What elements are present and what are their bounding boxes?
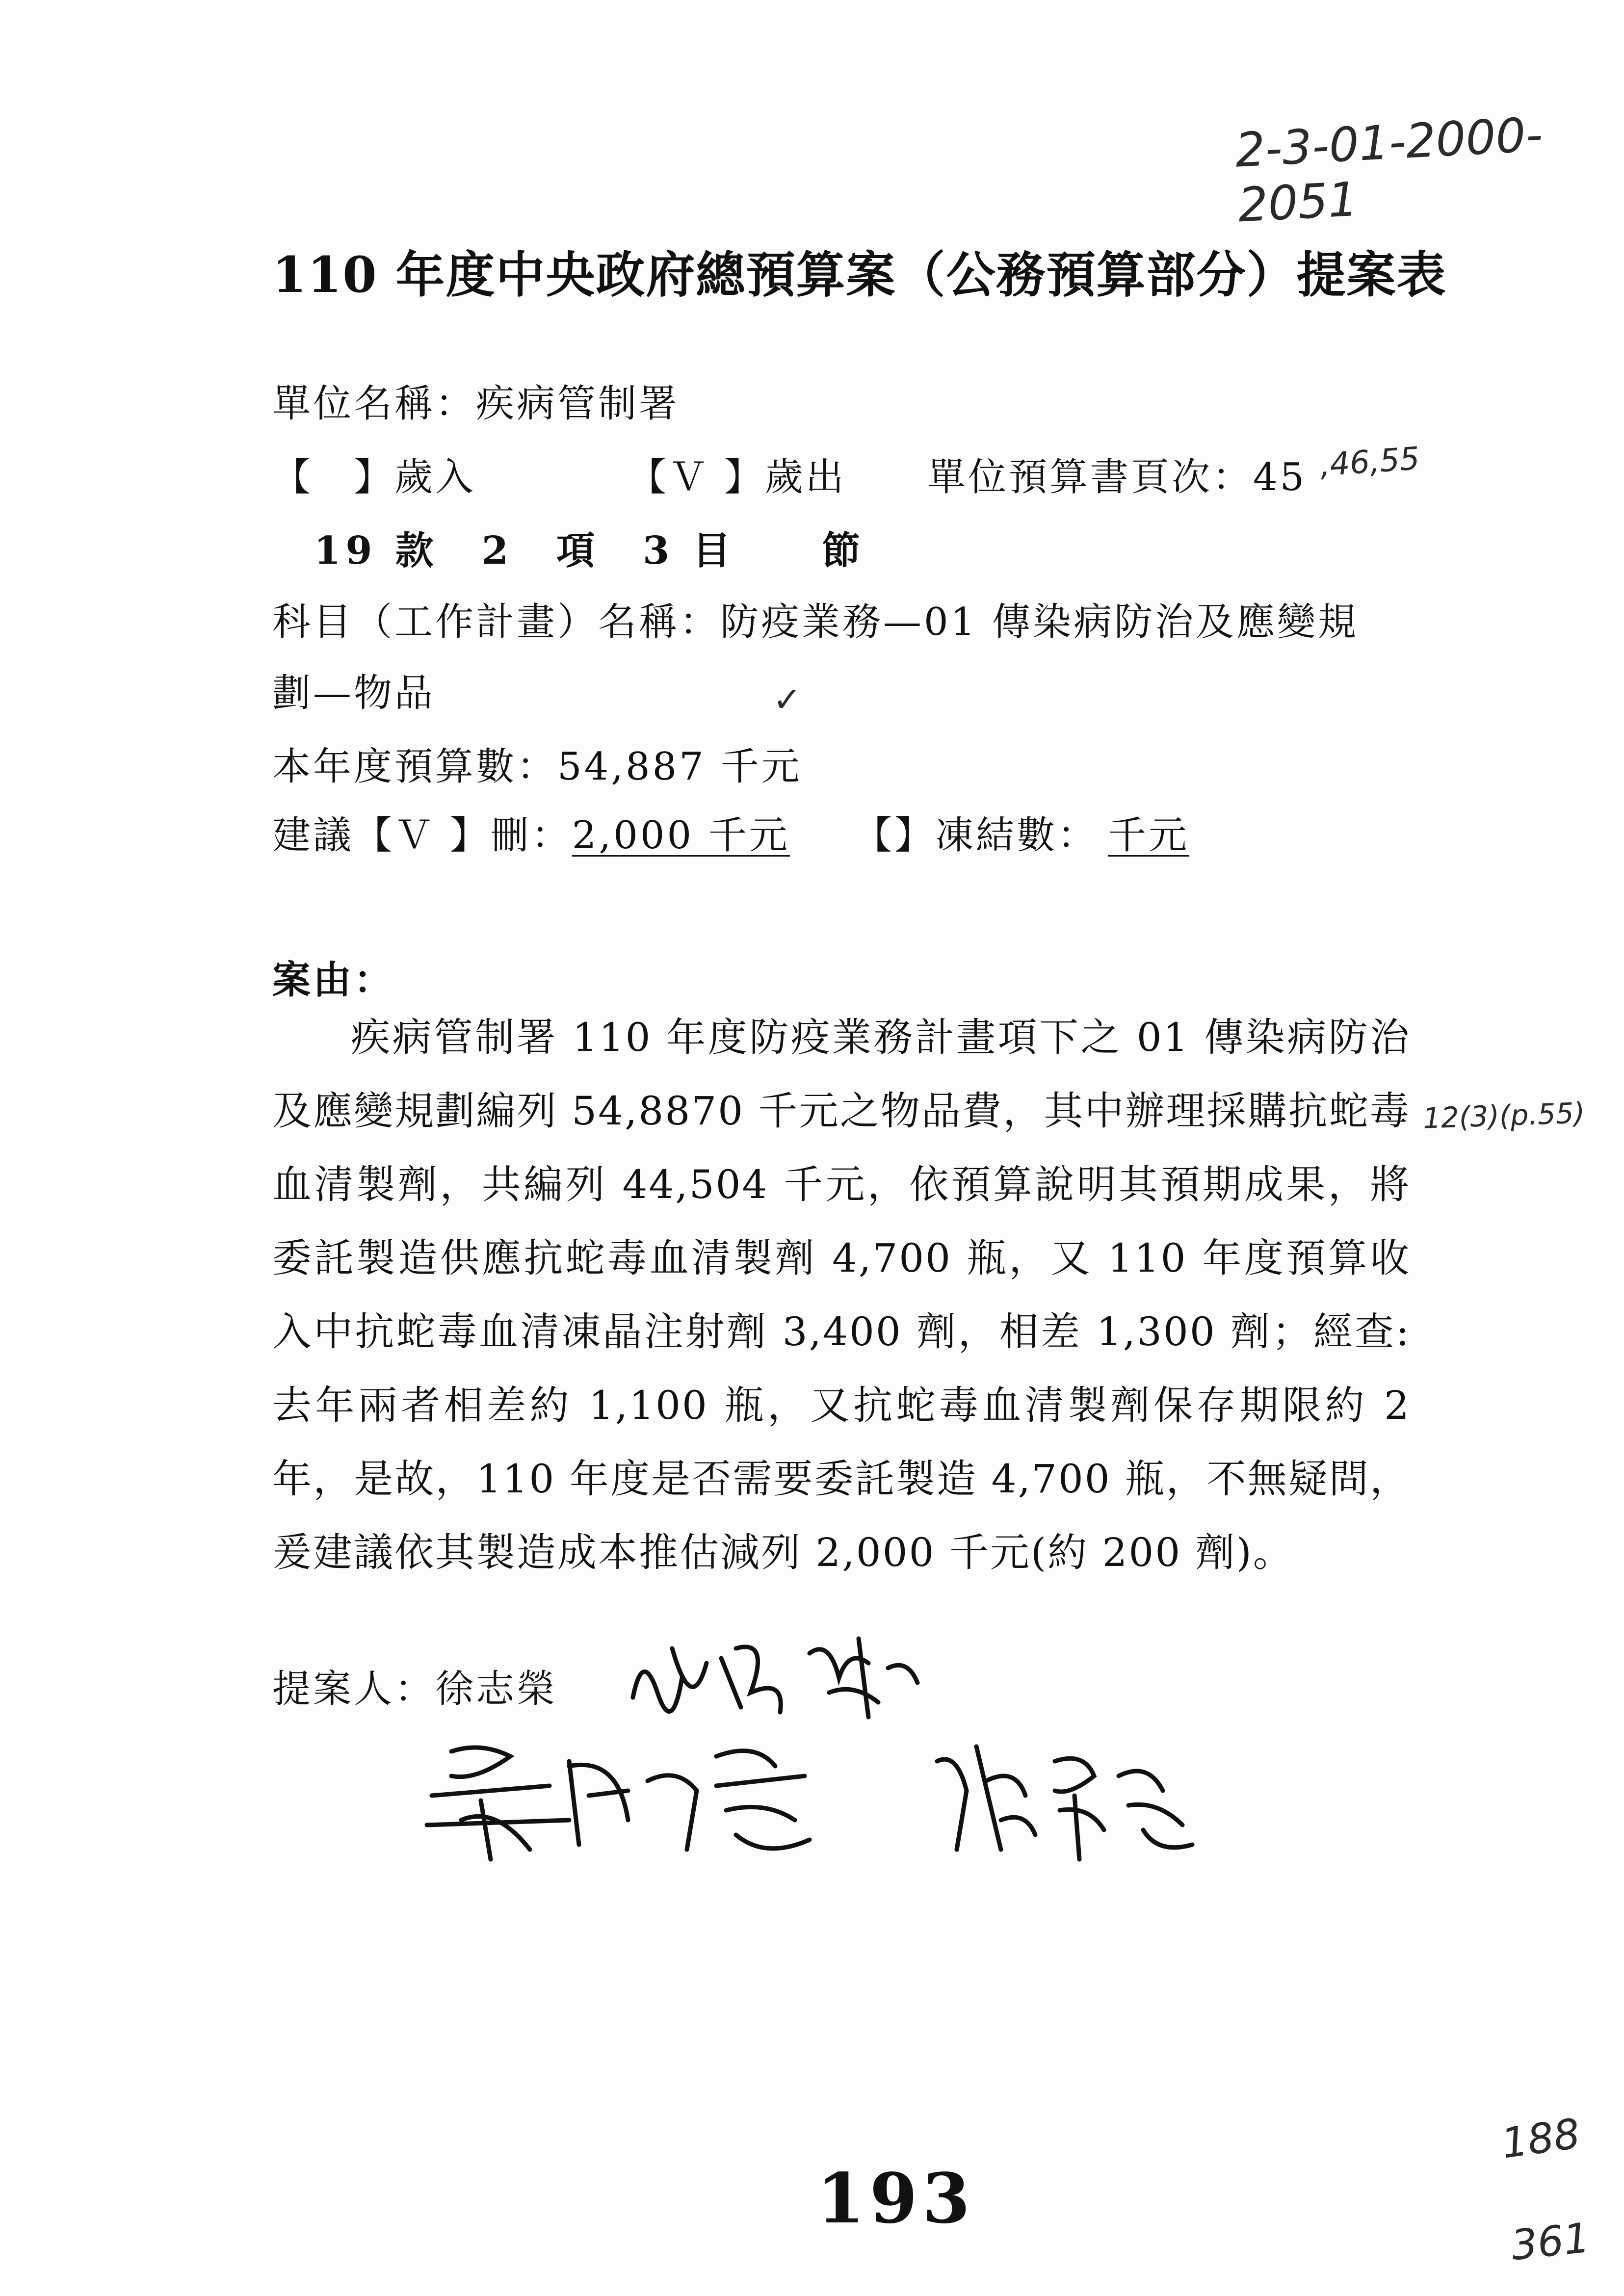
handwritten-page-numbers: ,46,55 (1318, 440, 1421, 484)
handwritten-doc-code: 2-3-01-2000-2051 (1233, 107, 1544, 233)
budget-amount: 本年度預算數：54,887 千元 (272, 745, 802, 789)
freeze-label: 【】凍結數： (854, 813, 1099, 858)
suggest-delete-amount: 2,000 千元 (572, 813, 790, 858)
check-mark-icon: ✓ (773, 679, 802, 720)
subject-line-2: 劃—物品 (272, 671, 436, 715)
margin-note: 12(3)(p.55) (1422, 1096, 1586, 1135)
reason-text: 疾病管制署 110 年度防疫業務計畫項下之 01 傳染病防治及應變規劃編列 54,8870 千元之物品費，其中辦理採購抗蛇毒血清製劑，共編列 44,504 千元，依預算說明其預期成果，將委託製造供應抗蛇毒血清製劑 4,700 瓶，又 110 年度預算收入中抗蛇毒血清凍晶注射劑 3,400 劑，相差 1,300 劑；經查:去年兩者相差約 1,100 瓶，又抗蛇毒血清製劑保存期限約 2 年，是故，110 年度是否需要委託製造 4,700 瓶，不無疑問，爰建議依其製造成本推估減列 2,000 千元(約 200 劑)。 (272, 1015, 1411, 1575)
page-title: 110 年度中央政府總預算案（公務預算部分）提案表 (272, 246, 1447, 304)
subject-line-1: 科目（工作計畫）名稱：防疫業務—01 傳染病防治及應變規 (272, 600, 1359, 644)
suggest-prefix: 建議【Ｖ 】刪： (272, 813, 572, 858)
corner-note-top: 188 (1498, 2109, 1583, 2168)
suggestion-line (272, 805, 790, 860)
signature-1 (623, 1619, 927, 1732)
signature-2 (422, 1722, 824, 1869)
expense-checkbox: 【Ｖ 】歲出 (628, 455, 846, 499)
proposer: 提案人：徐志榮 (272, 1667, 558, 1711)
unit-name: 單位名稱：疾病管制署 (272, 382, 680, 426)
signature-3 (927, 1722, 1202, 1869)
budget-classification: 19 款 2 項 3 目 節 (314, 528, 865, 573)
corner-note-bottom: 361 (1509, 2213, 1593, 2270)
page-number: 193 (817, 2159, 975, 2239)
reason-heading: 案由： (272, 958, 395, 1002)
reason-paragraph (272, 1001, 1411, 1590)
budget-page-label: 單位預算書頁次：45 (927, 455, 1307, 499)
freeze-line (854, 805, 1229, 860)
freeze-value: 千元 (1108, 813, 1190, 858)
revenue-checkbox: 【 】歲入 (272, 455, 476, 499)
